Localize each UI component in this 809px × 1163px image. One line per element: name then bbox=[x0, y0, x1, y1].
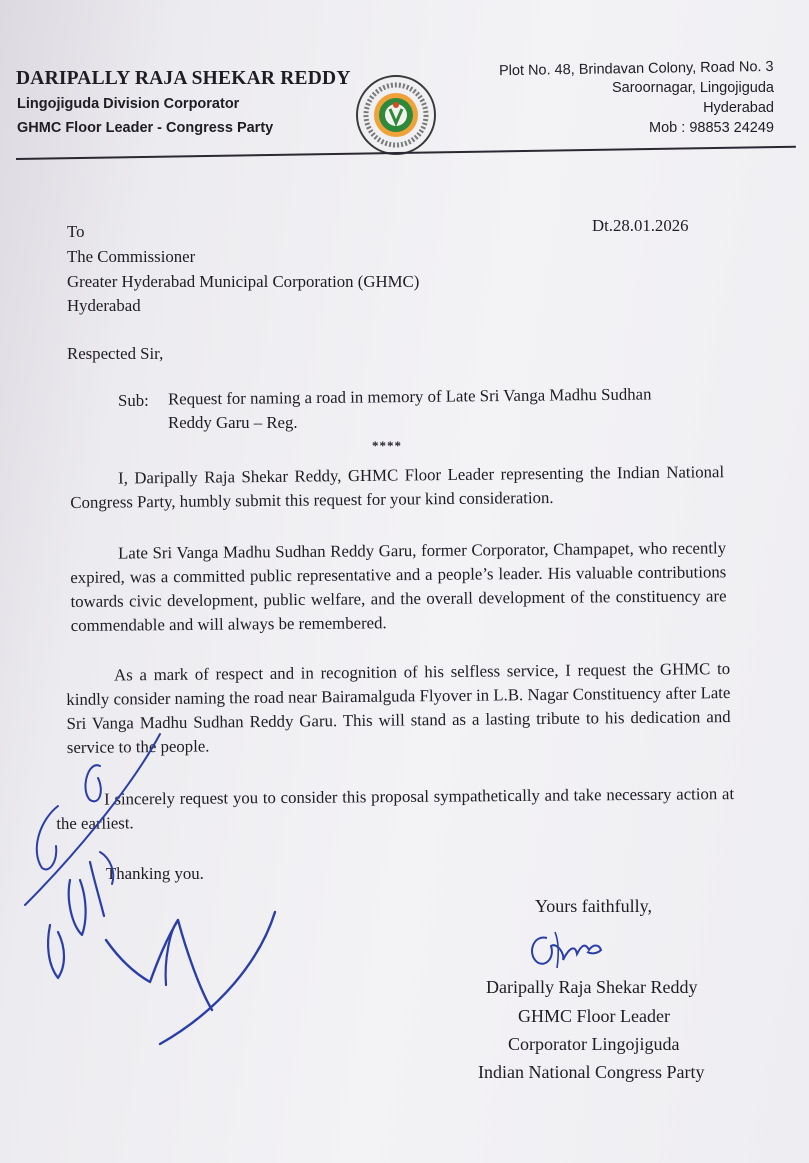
closing-name: Daripally Raja Shekar Reddy bbox=[486, 977, 698, 997]
recipient-line-1: The Commissioner bbox=[67, 247, 196, 266]
subject-separator: **** bbox=[372, 438, 402, 453]
paragraph-1: I, Daripally Raja Shekar Reddy, GHMC Floor Leader representing the Indian National Congress Party, humbly submit this request for your kind consideration. bbox=[70, 462, 725, 512]
closing-designation-3: Indian National Congress Party bbox=[478, 1062, 705, 1082]
closing-designation-2: Corporator Lingojiguda bbox=[508, 1034, 680, 1054]
closing-yours: Yours faithfully, bbox=[535, 896, 653, 916]
letterhead-address-1: Plot No. 48, Brindavan Colony, Road No. 3 bbox=[499, 58, 775, 80]
signature-icon bbox=[525, 924, 615, 974]
letterhead-mobile: Mob : 98853 24249 bbox=[649, 120, 774, 136]
subject-label: Sub: bbox=[118, 391, 149, 410]
paragraph-4: I sincerely request you to consider this proposal sympathetically and take necessary action at the earliest. bbox=[56, 784, 735, 833]
paragraph-3: As a mark of respect and in recognition of his selfless service, I request the GHMC to kindly consider naming the road near Bairamalguda Flyover in L.B. Nagar Constituency after Late Sri Vanga Madhu Sudhan Reddy Garu. This will stand as a lasting tribute to his dedication and service to the people. bbox=[66, 659, 731, 757]
letter-date: Dt.28.01.2026 bbox=[592, 216, 689, 235]
letterhead-title-2: GHMC Floor Leader - Congress Party bbox=[17, 120, 274, 136]
letterhead-title-1: Lingojiguda Division Corporator bbox=[17, 96, 240, 112]
letterhead-name: DARIPALLY RAJA SHEKAR REDDY bbox=[16, 68, 351, 89]
salutation: Respected Sir, bbox=[67, 344, 164, 363]
letterhead-address-2: Saroornagar, Lingojiguda bbox=[611, 80, 774, 96]
thanks-line: Thanking you. bbox=[106, 864, 204, 883]
recipient-line-2: Greater Hyderabad Municipal Corporation (GHMC) bbox=[67, 272, 420, 291]
closing-designation-1: GHMC Floor Leader bbox=[518, 1006, 670, 1026]
paragraph-2: Late Sri Vanga Madhu Sudhan Reddy Garu, former Corporator, Champapet, who recently expired, was a committed public representative and a people’s leader. His valuable contributions towards civic development, public welfare, and the overall development of the constituency are commendable and will always be remembered. bbox=[70, 538, 727, 635]
recipient-line-3: Hyderabad bbox=[67, 296, 141, 315]
recipient-to: To bbox=[67, 222, 85, 241]
subject-line-2: Reddy Garu – Reg. bbox=[168, 413, 298, 432]
subject-line-1: Request for naming a road in memory of Late Sri Vanga Madhu Sudhan bbox=[167, 384, 652, 409]
party-seal-emblem-icon bbox=[355, 74, 437, 156]
letterhead-address-3: Hyderabad bbox=[703, 100, 774, 116]
